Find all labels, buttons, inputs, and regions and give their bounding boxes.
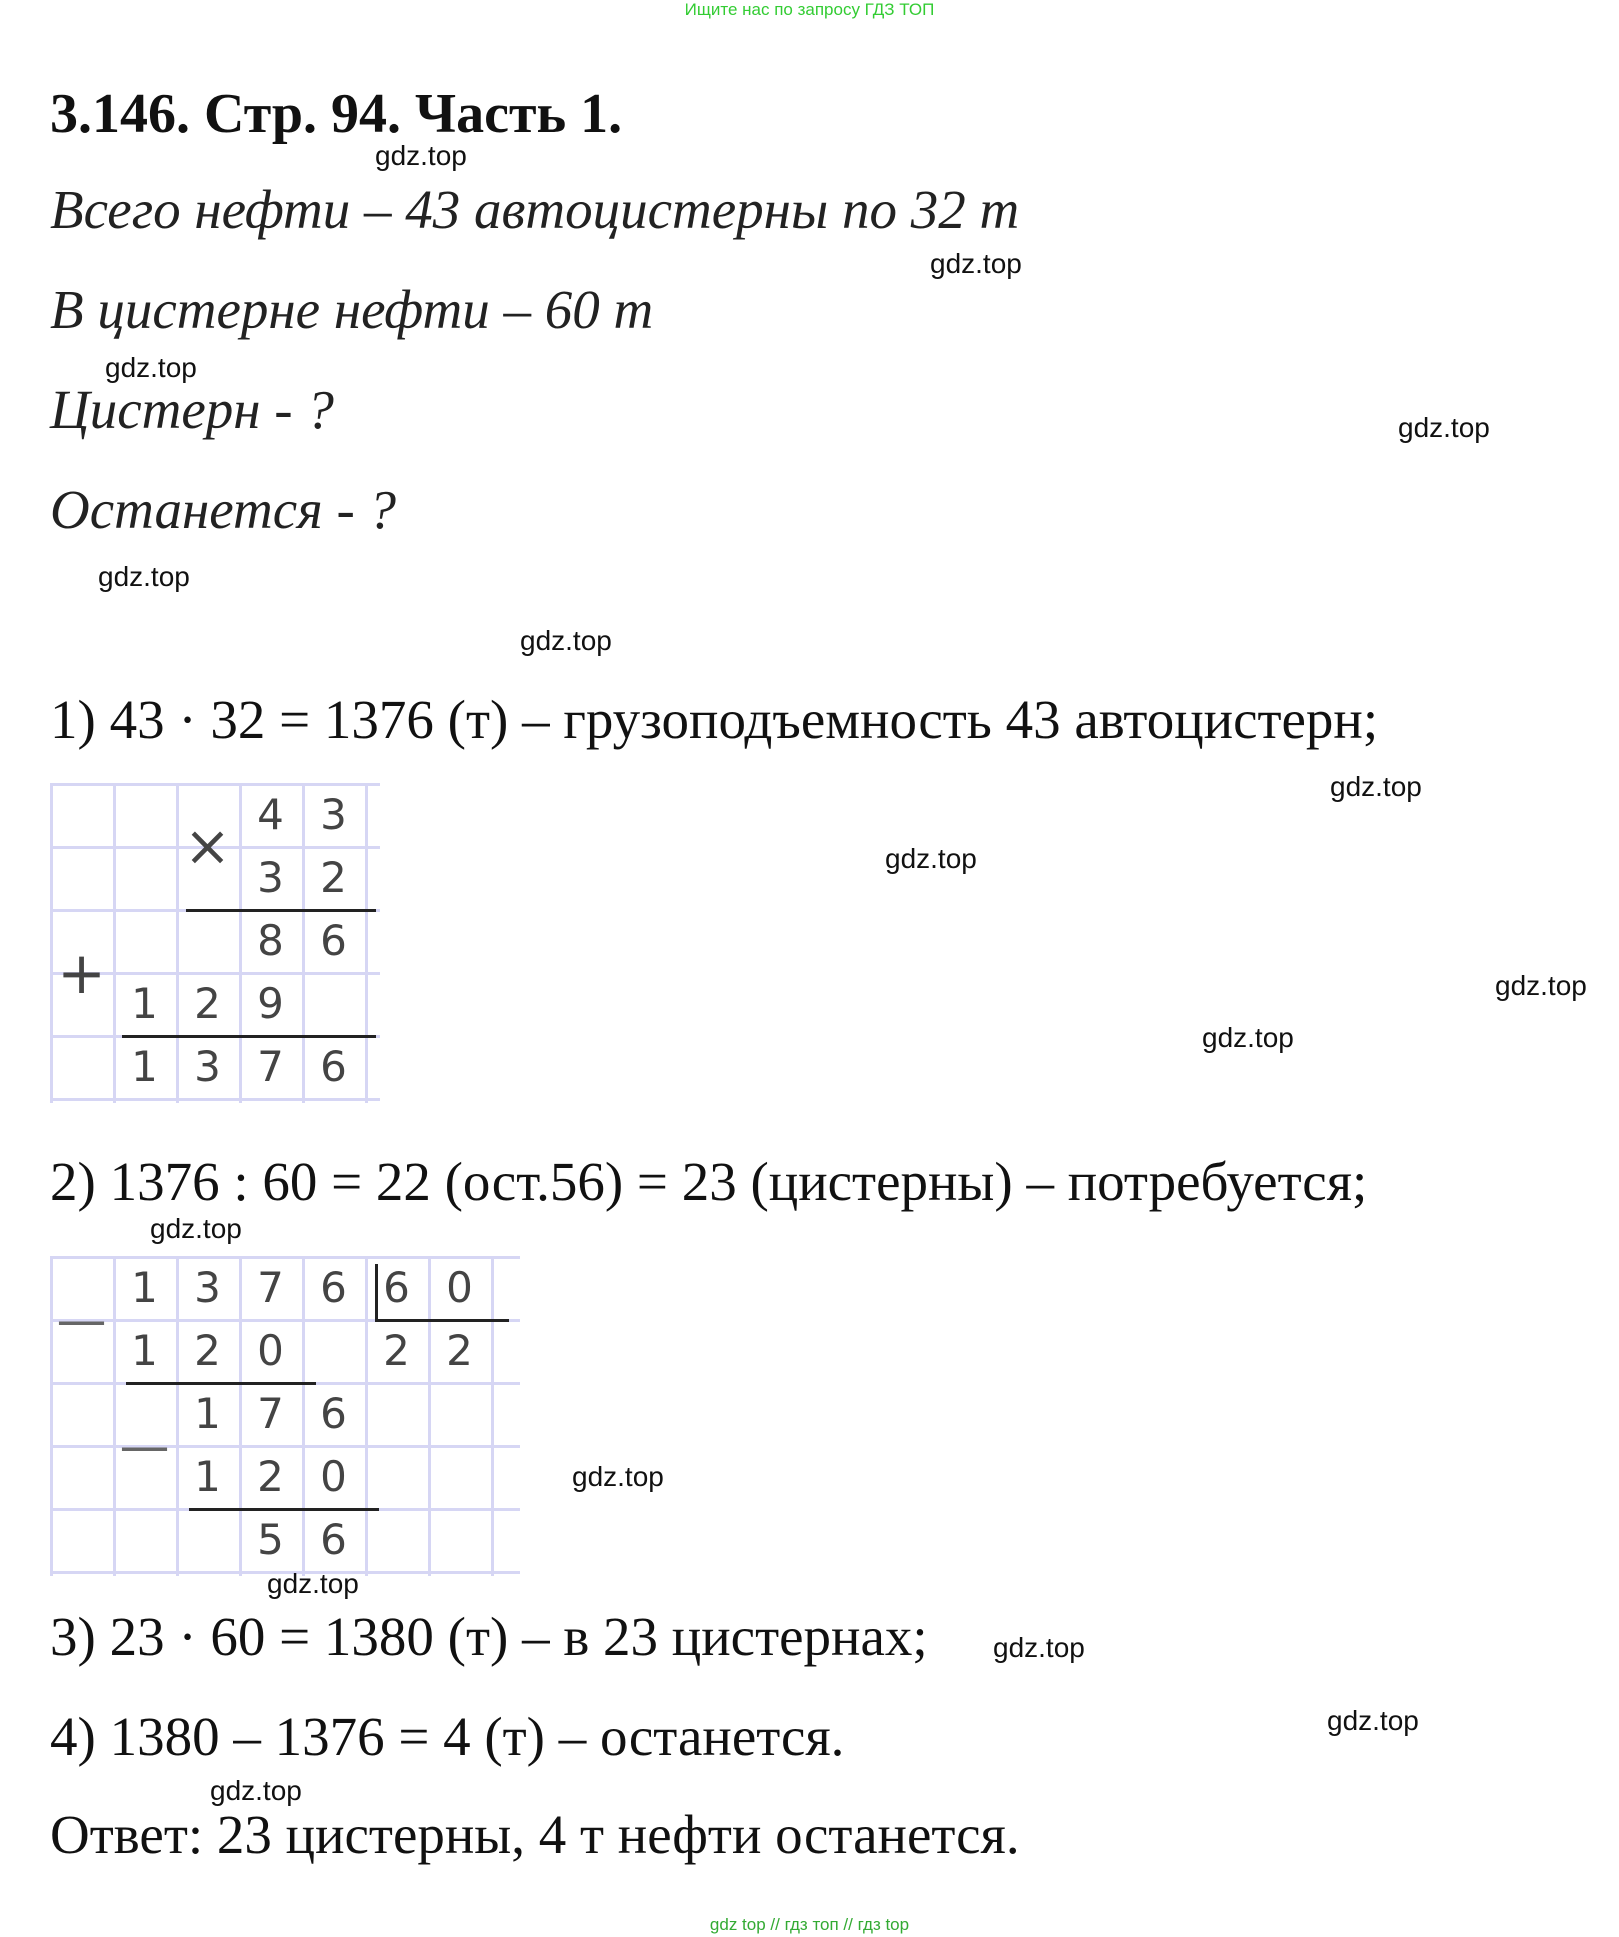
digit: 7 bbox=[257, 1389, 284, 1438]
step-4: 4) 1380 – 1376 = 4 (т) – останется. bbox=[50, 1706, 845, 1767]
footer: gdz top // гдз топ // гдз top bbox=[709, 1915, 910, 1934]
condition-line-3: Цистерн - ? bbox=[50, 379, 334, 440]
digit: 3 bbox=[257, 853, 284, 902]
watermark: gdz.top bbox=[1398, 412, 1490, 443]
digit: 2 bbox=[257, 1452, 284, 1501]
digit: 7 bbox=[257, 1042, 284, 1091]
digit: 3 bbox=[194, 1042, 221, 1091]
digit: 0 bbox=[446, 1263, 473, 1312]
digit: 2 bbox=[194, 979, 221, 1028]
step-3: 3) 23 · 60 = 1380 (т) – в 23 цистернах; bbox=[50, 1606, 928, 1667]
watermark: gdz.top bbox=[1202, 1022, 1294, 1053]
digit: 2 bbox=[383, 1326, 410, 1375]
digit: 9 bbox=[257, 979, 284, 1028]
digit: 6 bbox=[320, 1515, 347, 1564]
digit: 5 bbox=[257, 1515, 284, 1564]
digit: 3 bbox=[320, 790, 347, 839]
watermark: gdz.top bbox=[210, 1775, 302, 1806]
watermark: gdz.top bbox=[993, 1632, 1085, 1663]
digit: 6 bbox=[320, 1389, 347, 1438]
page-title: 3.146. Стр. 94. Часть 1. bbox=[50, 83, 623, 145]
digit: 1 bbox=[131, 1042, 158, 1091]
watermark: gdz.top bbox=[375, 140, 467, 171]
digit: 6 bbox=[383, 1263, 410, 1312]
digit: 6 bbox=[320, 1263, 347, 1312]
minus-sign: — bbox=[119, 1416, 170, 1475]
watermark: gdz.top bbox=[1330, 771, 1422, 802]
digit: 4 bbox=[257, 790, 284, 839]
digit: 6 bbox=[320, 1042, 347, 1091]
digit: 1 bbox=[131, 1263, 158, 1312]
digit: 6 bbox=[320, 916, 347, 965]
watermark: gdz.top bbox=[105, 352, 197, 383]
watermark: gdz.top bbox=[1327, 1705, 1419, 1736]
condition-line-4: Останется - ? bbox=[50, 479, 397, 540]
watermark: gdz.top bbox=[1495, 970, 1587, 1001]
answer: Ответ: 23 цистерны, 4 т нефти останется. bbox=[50, 1804, 1020, 1865]
digit: 1 bbox=[194, 1452, 221, 1501]
digit: 1 bbox=[131, 1326, 158, 1375]
digit: 2 bbox=[194, 1326, 221, 1375]
condition-line-1: Всего нефти – 43 автоцистерны по 32 т bbox=[50, 179, 1020, 240]
step-1: 1) 43 · 32 = 1376 (т) – грузоподъемность 43 автоцистерн; bbox=[50, 689, 1379, 750]
minus-sign: — bbox=[56, 1290, 107, 1349]
digit: 1 bbox=[131, 979, 158, 1028]
watermark: gdz.top bbox=[98, 561, 190, 592]
watermark: gdz.top bbox=[572, 1461, 664, 1492]
digit: 0 bbox=[257, 1326, 284, 1375]
digit: 2 bbox=[320, 853, 347, 902]
watermark: gdz.top bbox=[150, 1213, 242, 1244]
division-grid bbox=[50, 1256, 520, 1576]
watermark: gdz.top bbox=[520, 625, 612, 656]
digit: 8 bbox=[257, 916, 284, 965]
step-2: 2) 1376 : 60 = 22 (ост.56) = 23 (цистерны) – потребуется; bbox=[50, 1151, 1368, 1212]
watermark: gdz.top bbox=[930, 248, 1022, 279]
watermark: gdz.top bbox=[267, 1568, 359, 1599]
multiply-sign: × bbox=[184, 814, 231, 879]
plus-sign: + bbox=[57, 938, 106, 1007]
digit: 3 bbox=[194, 1263, 221, 1312]
digit: 1 bbox=[194, 1389, 221, 1438]
watermark: gdz.top bbox=[885, 843, 977, 874]
digit: 2 bbox=[446, 1326, 473, 1375]
digit: 7 bbox=[257, 1263, 284, 1312]
top-banner: Ищите нас по запросу ГДЗ ТОП bbox=[684, 0, 935, 19]
digit: 0 bbox=[320, 1452, 347, 1501]
multiplication-grid bbox=[50, 783, 380, 1103]
condition-line-2: В цистерне нефти – 60 т bbox=[50, 279, 654, 340]
